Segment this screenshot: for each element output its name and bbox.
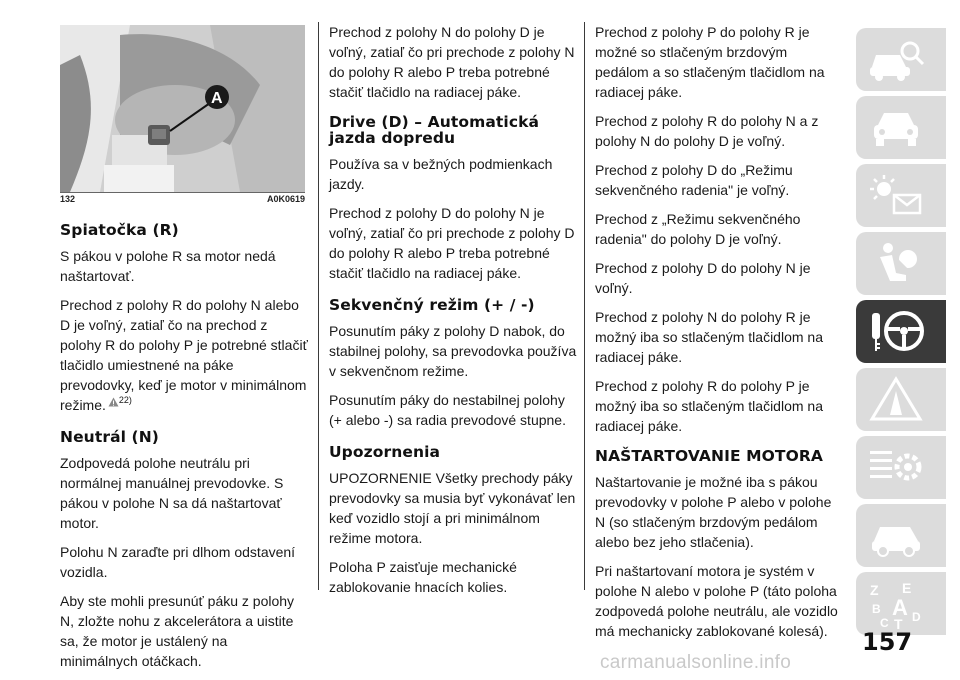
column-3 (595, 22, 843, 650)
paragraph: Pri naštartovaní motora je systém v polohe N alebo v polohe P (táto poloha zodpovedá polohe neutrálu, ale vozidlo má mechanicky zablokované kolesá). (595, 563, 838, 639)
paragraph: Prechod z polohy P do polohy R je možné so stlačeným brzdovým pedálom a so stlačeným tlačidlom na radiacej páke. (595, 24, 825, 100)
paragraph: Posunutím páky z polohy D nabok, do stabilnej polohy, sa prevodovka používa v sekvenčnom režime. (329, 323, 577, 379)
warning-lights-icon (866, 171, 926, 221)
hazard-road-icon (866, 375, 926, 425)
index-letter: D (912, 610, 921, 624)
section-heading-reverse: Spiatočka (R) (60, 221, 179, 239)
gear-lever-photo (60, 25, 305, 192)
note-reference: 22) (118, 395, 132, 405)
figure-number: 132 (60, 194, 76, 204)
paragraph: Prechod z „Režimu sekvenčného radenia" do polohy D je voľný. (595, 211, 801, 247)
warning-triangle-icon (108, 397, 119, 407)
page-number: 157 (862, 628, 913, 656)
watermark: carmanualsonline.info (600, 652, 792, 673)
index-letter: C (880, 616, 889, 629)
tab-emergency[interactable] (856, 368, 946, 431)
paragraph: S pákou v polohe R sa motor nedá naštartovať. (60, 248, 276, 284)
paragraph: Zodpovedá polohe neutrálu pri normálnej manuálnej prevodovke. S pákou v polohe N sa dá naštartovať motor. (60, 455, 284, 531)
column-2 (329, 22, 577, 606)
paragraph: Prechod z polohy D do „Režimu sekvenčného radenia" je voľný. (595, 162, 793, 198)
maintenance-wrench-icon (866, 443, 926, 493)
paragraph: Posunutím páky do nestabilnej polohy (+ alebo -) sa radia prevodové stupne. (329, 392, 566, 428)
tab-safety-systems[interactable] (856, 232, 946, 295)
key-steering-wheel-icon (866, 307, 926, 357)
alphabetical-index-icon (866, 579, 926, 629)
section-heading-neutral: Neutrál (N) (60, 428, 159, 446)
column-divider (318, 22, 319, 590)
index-letter: B (872, 602, 881, 616)
section-heading-engine-start: NAŠTARTOVANIE MOTORA (595, 447, 824, 465)
section-heading-drive: Drive (D) – Automatická jazda dopredu (329, 113, 540, 147)
paragraph: Prechod z polohy R do polohy N a z polohy N do polohy D je voľný. (595, 113, 819, 149)
section-heading-sequential: Sekvenčný režim (+ / -) (329, 296, 535, 314)
section-heading-warnings: Upozornenia (329, 443, 441, 461)
index-letter: E (902, 580, 912, 596)
paragraph: Prechod z polohy N do polohy D je voľný, zatiaľ čo pri prechode z polohy N do polohy R alebo P treba potrebné stačiť tlačidlo na radiacej páke. (329, 24, 575, 100)
tab-technical-data[interactable] (856, 504, 946, 567)
tab-maintenance[interactable] (856, 436, 946, 499)
figure-code: A0K0619 (266, 194, 305, 204)
paragraph: Aby ste mohli presunúť páku z polohy N, zložte nohu z akcelerátora a uistite sa, že motor je ustálený na minimálnych otáčkach. (60, 593, 295, 669)
tab-starting-driving[interactable] (856, 300, 946, 363)
paragraph: Polohu N zaraďte pri dlhom odstavení vozidla. (60, 544, 296, 580)
paragraph: Naštartovanie je možné iba s pákou prevodovky v polohe P alebo v polohe N (so stlačeným brzdovým pedálom alebo bez jeho stlačenia). (595, 474, 832, 550)
paragraph-text: Prechod z polohy R do polohy N alebo D je voľný, zatiaľ čo na prechod z polohy R do polohy P je potrebné stlačiť tlačidlo umiestnené na páke prevodovky, keď je motor v minimálnom režime. (60, 297, 308, 413)
tab-index[interactable] (856, 572, 946, 635)
tab-warning-lights[interactable] (856, 164, 946, 227)
airbag-seat-icon (866, 239, 926, 289)
paragraph: Prechod z polohy R do polohy P je možný iba so stlačeným tlačidlom na radiacej páke. (595, 378, 823, 434)
paragraph: Prechod z polohy D do polohy N je voľný. (595, 260, 811, 296)
car-front-icon (866, 103, 926, 153)
column-1 (60, 222, 308, 680)
paragraph (60, 295, 308, 415)
paragraph: Používa sa v bežných podmienkach jazdy. (329, 156, 553, 192)
figure-callout-label: A (211, 90, 223, 107)
paragraph: Prechod z polohy D do polohy N je voľný, zatiaľ čo pri prechode z polohy D do polohy R alebo P treba potrebné stačiť tlačidlo na radiacej páke. (329, 205, 575, 281)
column-divider (584, 22, 585, 590)
tab-car-knowledge[interactable] (856, 28, 946, 91)
car-search-icon (866, 35, 926, 85)
index-letter: Z (870, 582, 879, 598)
index-letter: A (892, 595, 908, 620)
tab-safety[interactable] (856, 96, 946, 159)
chapter-tabs (856, 28, 946, 640)
paragraph: Poloha P zaisťuje mechanické zablokovanie hnacích kolies. (329, 559, 517, 595)
paragraph: UPOZORNENIE Všetky prechody páky prevodovky sa musia byť vykonávať len keď vozidlo stojí a pri minimálnom režime motora. (329, 470, 576, 546)
figure-image (60, 25, 305, 193)
paragraph: Prechod z polohy N do polohy R je možný iba so stlačeným tlačidlom na radiacej páke. (595, 309, 823, 365)
index-letter: T (894, 616, 903, 629)
tech-data-car-icon (866, 511, 926, 561)
